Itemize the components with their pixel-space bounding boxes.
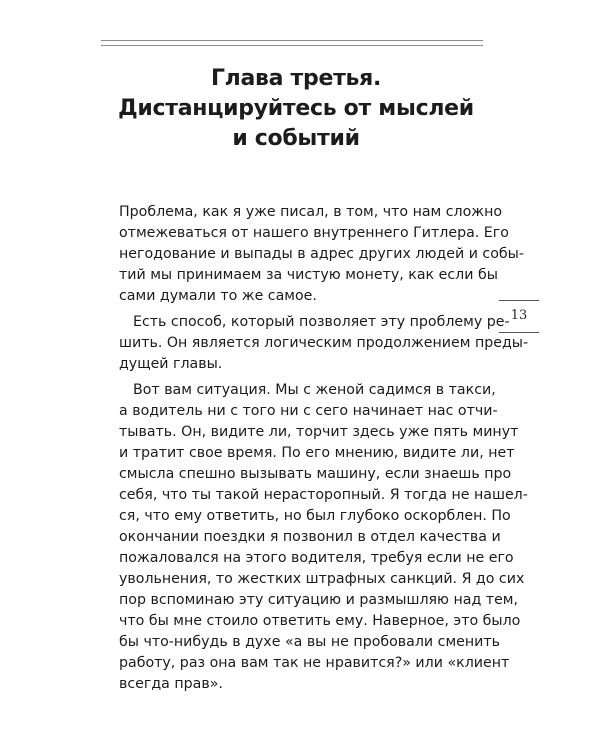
text-line: шить. Он является логическим продолжением преды- bbox=[119, 335, 529, 351]
text-line: пор вспоминаю эту ситуацию и размышляю над тем, bbox=[119, 592, 519, 608]
text-line: дущей главы. bbox=[119, 356, 223, 372]
text-line: всегда прав». bbox=[119, 676, 223, 692]
text-line: Проблема, как я уже писал, в том, что нам сложно bbox=[119, 204, 503, 220]
text-line: негодование и выпады в адрес других людей и собы- bbox=[119, 246, 524, 262]
text-line: тий мы принимаем за чистую монету, как если бы bbox=[119, 267, 498, 283]
text-line: что бы мне стоило ответить ему. Наверное, это было bbox=[119, 613, 521, 629]
text-line: бы что-нибудь в духе «а вы не пробовали сменить bbox=[119, 634, 501, 650]
text-line: Есть способ, который позволяет эту проблему ре- bbox=[133, 314, 510, 330]
chapter-title bbox=[100, 64, 492, 154]
text-line: а водитель ни с того ни с сего начинает нас отчи- bbox=[119, 403, 498, 419]
text-line: ся, что ему ответить, но был глубоко оскорблен. По bbox=[119, 508, 511, 524]
text-line: отмежеваться от нашего внутреннего Гитлера. Его bbox=[119, 225, 509, 241]
page-number-block bbox=[499, 300, 539, 333]
text-line: сами думали то же самое. bbox=[119, 288, 317, 304]
text-line: работу, раз она вам так не нравится?» или «клиент bbox=[119, 655, 510, 671]
text-line: увольнения, то жестких штрафных санкций. Я до сих bbox=[119, 571, 525, 587]
page-number-rule-bottom bbox=[499, 332, 539, 333]
chapter-title-line: Глава третья. bbox=[210, 66, 382, 91]
chapter-title-line: и событий bbox=[232, 126, 360, 151]
text-line: тывать. Он, видите ли, торчит здесь уже пять минут bbox=[119, 424, 519, 440]
paragraph bbox=[119, 380, 528, 695]
paragraph bbox=[119, 202, 524, 307]
text-line: себя, что ты такой нерасторопный. Я тогда не нашел- bbox=[119, 487, 528, 503]
text-line: и тратит свое время. По его мнению, видите ли, нет bbox=[119, 445, 515, 461]
page-number-rule-top bbox=[499, 300, 539, 301]
page-number: 13 bbox=[510, 308, 528, 323]
text-line: окончании поездки я позвонил в отдел качества и bbox=[119, 529, 501, 545]
chapter-title-line: Дистанцируйтесь от мыслей bbox=[118, 96, 474, 121]
text-line: смысла спешно вызывать машину, если знаешь про bbox=[119, 466, 512, 482]
text-line: пожаловался на этого водителя, требуя если не его bbox=[119, 550, 514, 566]
text-line: Вот вам ситуация. Мы с женой садимся в такси, bbox=[133, 382, 496, 398]
header-double-rule bbox=[101, 40, 483, 46]
